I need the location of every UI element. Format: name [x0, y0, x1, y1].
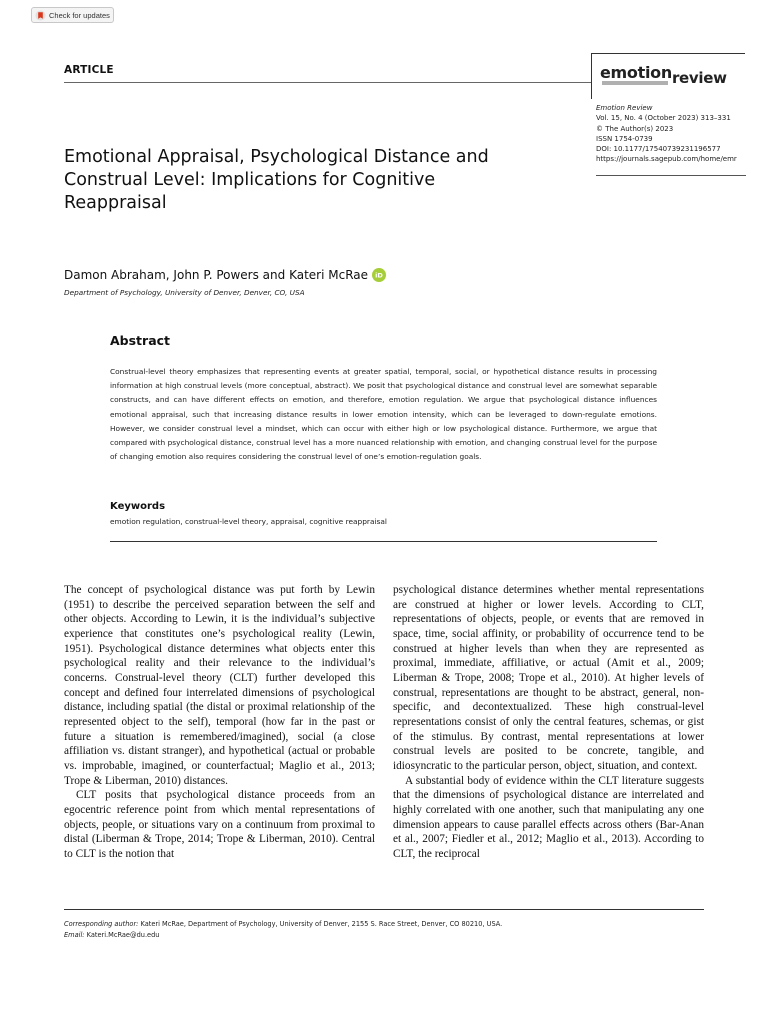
keywords-text: emotion regulation, construal-level theory, appraisal, cognitive reappraisal	[110, 517, 387, 526]
keywords-heading: Keywords	[110, 501, 166, 512]
check-for-updates-button[interactable]	[31, 7, 114, 23]
email-note	[64, 931, 159, 939]
journal-issn: ISSN 1754-0739	[596, 134, 653, 143]
journal-copyright: © The Author(s) 2023	[596, 124, 674, 133]
corresponding-author-text: Kateri McRae, Department of Psychology, University of Denver, 2155 S. Race Street, Denver, CO 80210, USA.	[138, 920, 503, 928]
check-for-updates-label: Check for updates	[49, 10, 110, 20]
journal-metadata	[596, 103, 737, 165]
header-divider	[64, 82, 591, 83]
svg-text:iD: iD	[375, 271, 383, 280]
body-paragraph: CLT posits that psychological distance proceeds from an egocentric reference point from which mental representations of objects, people, or situations vary on a continuum from proximal to distal (Liberman & Trope, 2014; Trope & Liberman, 2010). Central to CLT is the notion that	[64, 789, 375, 860]
author-list	[64, 268, 386, 282]
body-paragraph: psychological distance determines whether mental representations are construed at higher or lower levels. According to CLT, representations of objects, people, or events that are removed in space, time, social affinity, or probability of occurrence tend to be construed at higher levels than when they are represented as proximal, immediate, affiliative, or actual (Amit et al., 2009; Liberman & Trope, 2008; Trope et al., 2010). At higher levels of construal, representations are thought to be abstract, general, non-specific, and decontextualized. These high construal-level representations consist of only the central features, schemas, or gist of the stimulus. By contrast, mental representations at lower construal levels are posited to be concrete, tangible, and idiosyncratic to the particular person, object, situation, and context.	[393, 584, 704, 772]
email-label: Email:	[64, 931, 85, 939]
journal-name: Emotion Review	[596, 104, 653, 112]
section-label: ARTICLE	[64, 64, 114, 76]
corresponding-author-note	[64, 920, 502, 928]
orcid-icon[interactable]	[372, 268, 386, 282]
journal-volume: Vol. 15, No. 4 (October 2023) 313–331	[596, 114, 731, 123]
updates-icon	[35, 10, 46, 21]
metadata-divider	[596, 175, 746, 176]
abstract-text: Construal-level theory emphasizes that representing events at greater spatial, temporal, social, or hypothetical distance results in processing information at high construal levels (more conceptual, abstract). We posit that psychological distance and construal level are somewhat separable constructs, and can have different effects on emotion, and therefore, emotion regulation. We argue that psychological distance influences emotional appraisal, such that increasing distance results in lower emotion intensity, which can be leveraged to down-regulate emotions. However, we consider construal level a mindset, which can occur with either high or low psychological distance. Furthermore, we argue that compared with psychological distance, construal level has a more nuanced relationship with emotion, and changing construal level for the purpose of changing emotion also requires considering the construal level of one’s emotion-regulation goals.	[110, 367, 657, 462]
journal-logo-word-2: review	[671, 69, 727, 87]
body-paragraph: The concept of psychological distance was put forth by Lewin (1951) to describe the perceived separation between the self and other objects. According to Lewin, it is the individual’s subjective experience that constitutes one’s psychological reality (Lewin, 1951). Psychological distance determines what objects enter this psychological reality and their relevance to the individual’s concerns. Construal-level theory (CLT) further developed this concept and defined four interrelated dimensions of psychological distance, including spatial (the distal or proximal relationship of the represented object to the self), temporal (how far in the past or future a situation is remembered/imagined), social (a close affiliation vs. distant stranger), and hypothetical (actual or probable vs. improbable, imagined, or counterfactual; Maglio et al., 2013; Trope & Liberman, 2010) distances.	[64, 584, 375, 787]
corresponding-author-label: Corresponding author:	[64, 920, 139, 928]
email-address[interactable]: Kateri.McRae@du.edu	[84, 931, 160, 939]
body-paragraph: A substantial body of evidence within the CLT literature suggests that the dimensions of psychological distance are interrelated and highly correlated with one another, such that manipulating any one dimension appears to cause parallel effects across others (Bar-Anan et al., 2007; Fiedler et al., 2012; Maglio et al., 2013). According to CLT, the reciprocal	[393, 774, 704, 860]
body-column-left	[64, 583, 375, 861]
paper-title: Emotional Appraisal, Psychological Distance and Construal Level: Implications for Cognitive Reappraisal	[64, 147, 489, 213]
journal-url[interactable]: https://journals.sagepub.com/home/emr	[596, 155, 737, 164]
footer-divider	[64, 909, 704, 910]
journal-logo	[600, 63, 727, 93]
abstract-heading: Abstract	[110, 333, 171, 348]
authors-text: Damon Abraham, John P. Powers and Kateri McRae	[64, 268, 369, 282]
journal-logo-word-1: emotion	[600, 63, 672, 82]
journal-doi[interactable]: DOI: 10.1177/17540739231196577	[596, 145, 721, 154]
author-affiliation: Department of Psychology, University of Denver, Denver, CO, USA	[64, 288, 305, 297]
keywords-divider	[110, 541, 657, 542]
body-column-right	[393, 583, 704, 861]
